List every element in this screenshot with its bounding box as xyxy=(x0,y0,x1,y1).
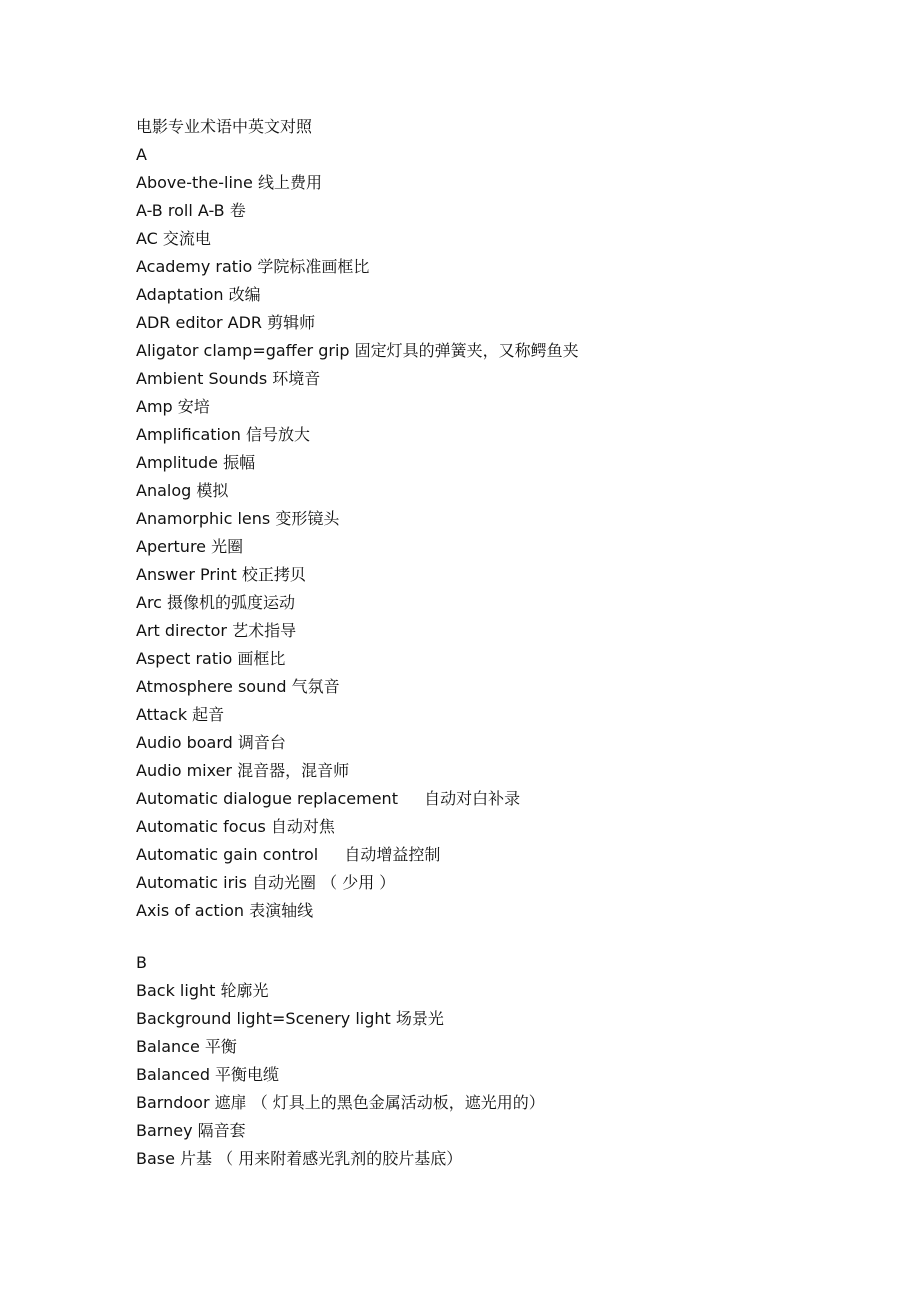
glossary-entry: Background light=Scenery light 场景光 xyxy=(136,1009,444,1028)
glossary-entry: Automatic gain control 自动增益控制 xyxy=(136,845,441,864)
glossary-entry: Academy ratio 学院标准画框比 xyxy=(136,257,370,276)
glossary-entry: Axis of action 表演轴线 xyxy=(136,901,314,920)
glossary-entry: Ambient Sounds 环境音 xyxy=(136,369,321,388)
glossary-entry: Audio mixer 混音器，混音师 xyxy=(136,761,350,780)
glossary-entry: A-B roll A-B 卷 xyxy=(136,201,246,220)
glossary-entry: Adaptation 改编 xyxy=(136,285,261,304)
glossary-entry: Attack 起音 xyxy=(136,705,225,724)
glossary-entry: Atmosphere sound 气氛音 xyxy=(136,677,340,696)
glossary-entry: Amplification 信号放大 xyxy=(136,425,310,444)
glossary-entry: Base 片基 （ 用来附着感光乳剂的胶片基底） xyxy=(136,1149,463,1168)
glossary-entry: Answer Print 校正拷贝 xyxy=(136,565,306,584)
glossary-entry: Balance 平衡 xyxy=(136,1037,237,1056)
glossary-entry: Barney 隔音套 xyxy=(136,1121,246,1140)
glossary-entry: Anamorphic lens 变形镜头 xyxy=(136,509,340,528)
glossary-entry: Above-the-line 线上费用 xyxy=(136,173,322,192)
glossary-entry: Automatic iris 自动光圈 （ 少用 ） xyxy=(136,873,396,892)
glossary-entry: Art director 艺术指导 xyxy=(136,621,297,640)
glossary-entry: ADR editor ADR 剪辑师 xyxy=(136,313,316,332)
section-spacer xyxy=(136,925,896,949)
glossary-entry: Arc 摄像机的弧度运动 xyxy=(136,593,296,612)
glossary-entry: Amplitude 振幅 xyxy=(136,453,256,472)
glossary-entry: Aperture 光圈 xyxy=(136,537,244,556)
glossary-entry: Balanced 平衡电缆 xyxy=(136,1065,280,1084)
glossary-entry: Audio board 调音台 xyxy=(136,733,286,752)
glossary-entry: Automatic focus 自动对焦 xyxy=(136,817,335,836)
glossary-entry: Barndoor 遮扉 （ 灯具上的黑色金属活动板，遮光用的） xyxy=(136,1093,545,1112)
document-title: 电影专业术语中英文对照 xyxy=(136,117,313,136)
glossary-entry: Back light 轮廓光 xyxy=(136,981,269,1000)
document-body xyxy=(136,113,896,1173)
section-a-heading: A xyxy=(136,145,147,164)
glossary-entry: Analog 模拟 xyxy=(136,481,229,500)
glossary-entry: AC 交流电 xyxy=(136,229,211,248)
section-b-heading: B xyxy=(136,953,147,972)
glossary-entry: Automatic dialogue replacement 自动对白补录 xyxy=(136,789,521,808)
glossary-entry: Amp 安培 xyxy=(136,397,210,416)
glossary-entry: Aspect ratio 画框比 xyxy=(136,649,286,668)
glossary-entry: Aligator clamp=gaffer grip 固定灯具的弹簧夹，又称鳄鱼夹 xyxy=(136,341,579,360)
